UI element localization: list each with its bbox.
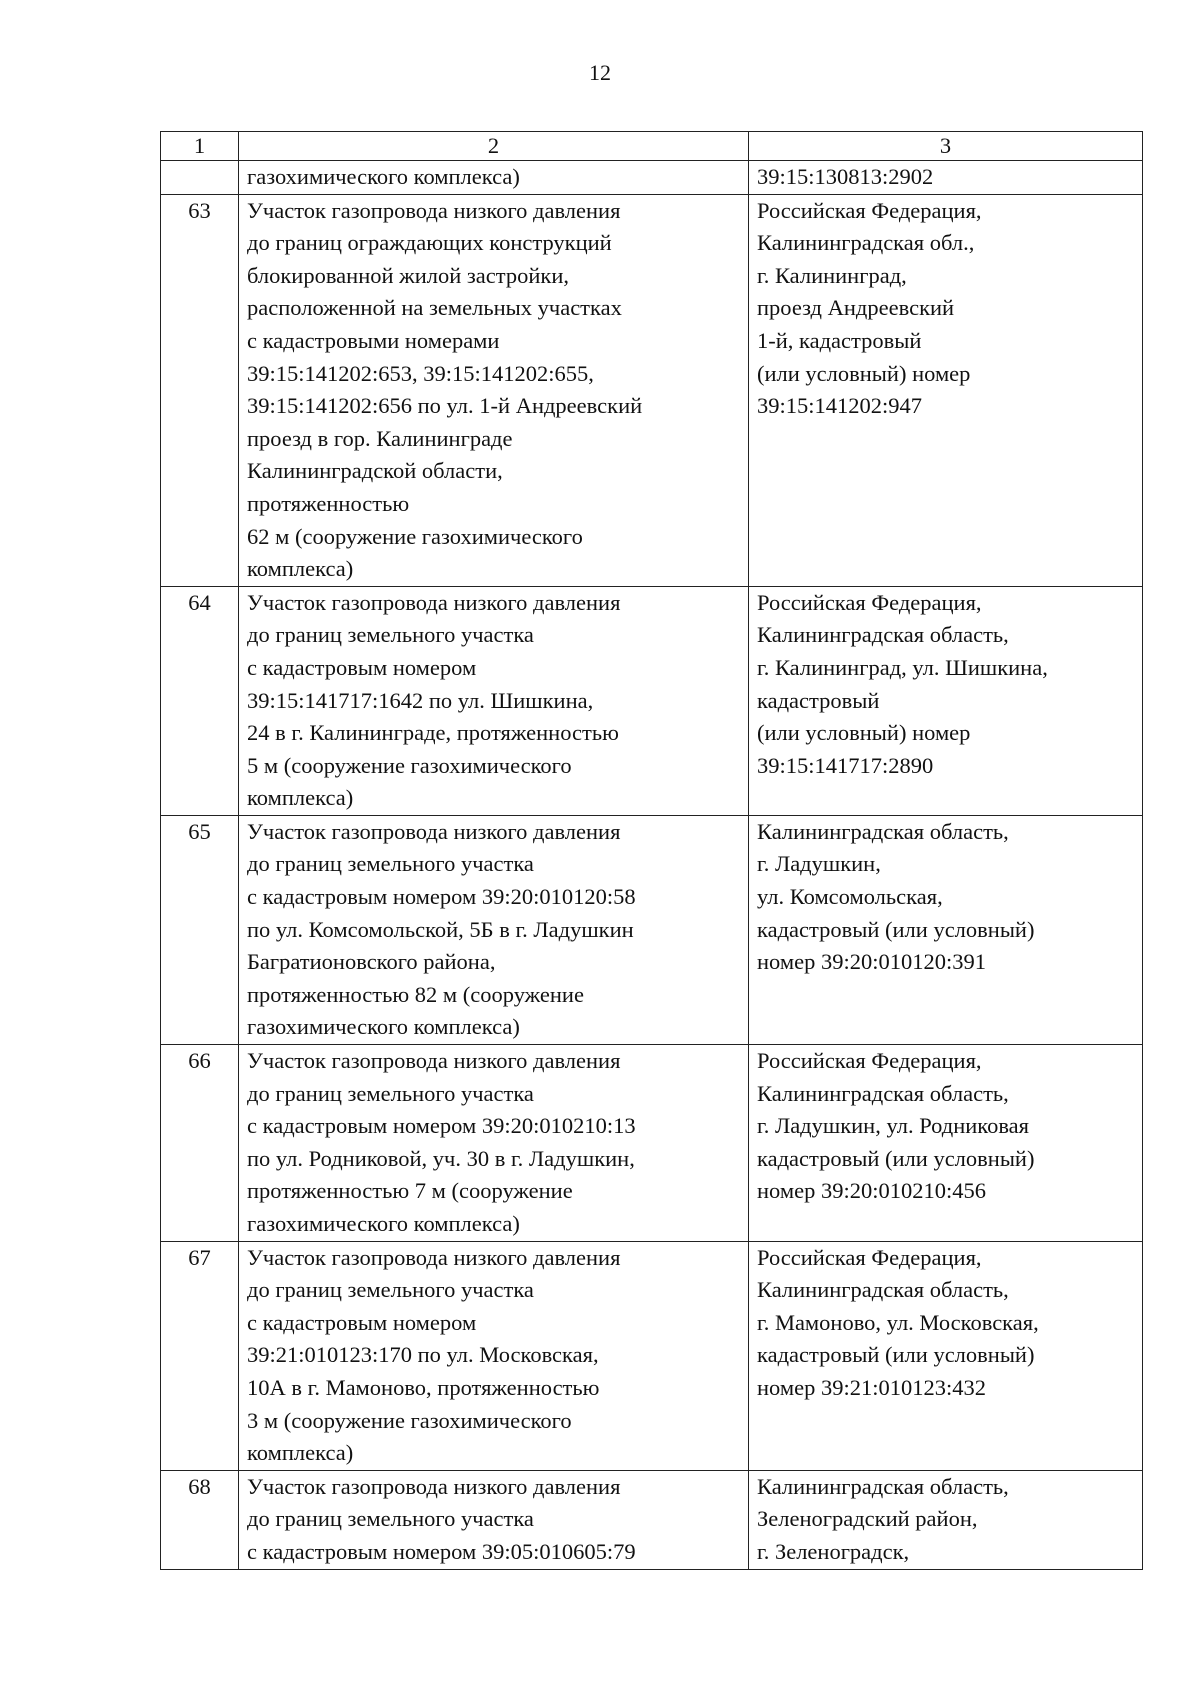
row-address: Калининградская область, г. Ладушкин, ул. Комсомольская, кадастровый (или условный) номер 39:20:010120:391: [749, 815, 1143, 1044]
row-number: 65: [161, 815, 239, 1044]
row-number: 66: [161, 1045, 239, 1242]
row-description: Участок газопровода низкого давления до границ земельного участка с кадастровым номером 39:20:010120:58 по ул. Комсомольской, 5Б в г. Ладушкин Багратионовского района, протяженностью 82 м (сооружение газохимического комплекса): [239, 815, 749, 1044]
row-address: Российская Федерация, Калининградская обл., г. Калининград, проезд Андреевский 1-й, кадастровый (или условный) номер 39:15:141202:947: [749, 194, 1143, 586]
row-number: [161, 161, 239, 195]
table-row: [161, 1241, 1143, 1470]
table-row: [161, 1470, 1143, 1569]
row-description: Участок газопровода низкого давления до границ земельного участка с кадастровым номером 39:21:010123:170 по ул. Московская, 10А в г. Мамоново, протяженностью 3 м (сооружение газохимического комплекса): [239, 1241, 749, 1470]
row-number: 64: [161, 586, 239, 815]
table-row: [161, 1045, 1143, 1242]
row-address: Российская Федерация, Калининградская область, г. Мамоново, ул. Московская, кадастровый (или условный) номер 39:21:010123:432: [749, 1241, 1143, 1470]
property-table: [160, 131, 1143, 1570]
column-number-1: 1: [161, 132, 239, 161]
table-row: [161, 161, 1143, 195]
row-address: Российская Федерация, Калининградская область, г. Калининград, ул. Шишкина, кадастровый (или условный) номер 39:15:141717:2890: [749, 586, 1143, 815]
row-number: 63: [161, 194, 239, 586]
row-number: 67: [161, 1241, 239, 1470]
table-row: [161, 586, 1143, 815]
column-number-3: 3: [749, 132, 1143, 161]
row-description: Участок газопровода низкого давления до границ земельного участка с кадастровым номером 39:05:010605:79: [239, 1470, 749, 1569]
table-row: [161, 194, 1143, 586]
row-description: газохимического комплекса): [239, 161, 749, 195]
row-number: 68: [161, 1470, 239, 1569]
row-address: Российская Федерация, Калининградская область, г. Ладушкин, ул. Родниковая кадастровый (или условный) номер 39:20:010210:456: [749, 1045, 1143, 1242]
row-address: 39:15:130813:2902: [749, 161, 1143, 195]
row-description: Участок газопровода низкого давления до границ ограждающих конструкций блокированной жилой застройки, расположенной на земельных участках с кадастровыми номерами 39:15:141202:653, 39:15:141202:655, 39:15:141202:656 по ул. 1-й Андреевский проезд в гор. Калининграде Калининградской области, протяженностью 62 м (сооружение газохимического комплекса): [239, 194, 749, 586]
row-description: Участок газопровода низкого давления до границ земельного участка с кадастровым номером 39:20:010210:13 по ул. Родниковой, уч. 30 в г. Ладушкин, протяженностью 7 м (сооружение газохимического комплекса): [239, 1045, 749, 1242]
table-header-row: [161, 132, 1143, 161]
row-address: Калининградская область, Зеленоградский район, г. Зеленоградск,: [749, 1470, 1143, 1569]
page-number: 12: [589, 60, 611, 85]
column-number-2: 2: [239, 132, 749, 161]
table-row: [161, 815, 1143, 1044]
row-description: Участок газопровода низкого давления до границ земельного участка с кадастровым номером 39:15:141717:1642 по ул. Шишкина, 24 в г. Калининграде, протяженностью 5 м (сооружение газохимического комплекса): [239, 586, 749, 815]
